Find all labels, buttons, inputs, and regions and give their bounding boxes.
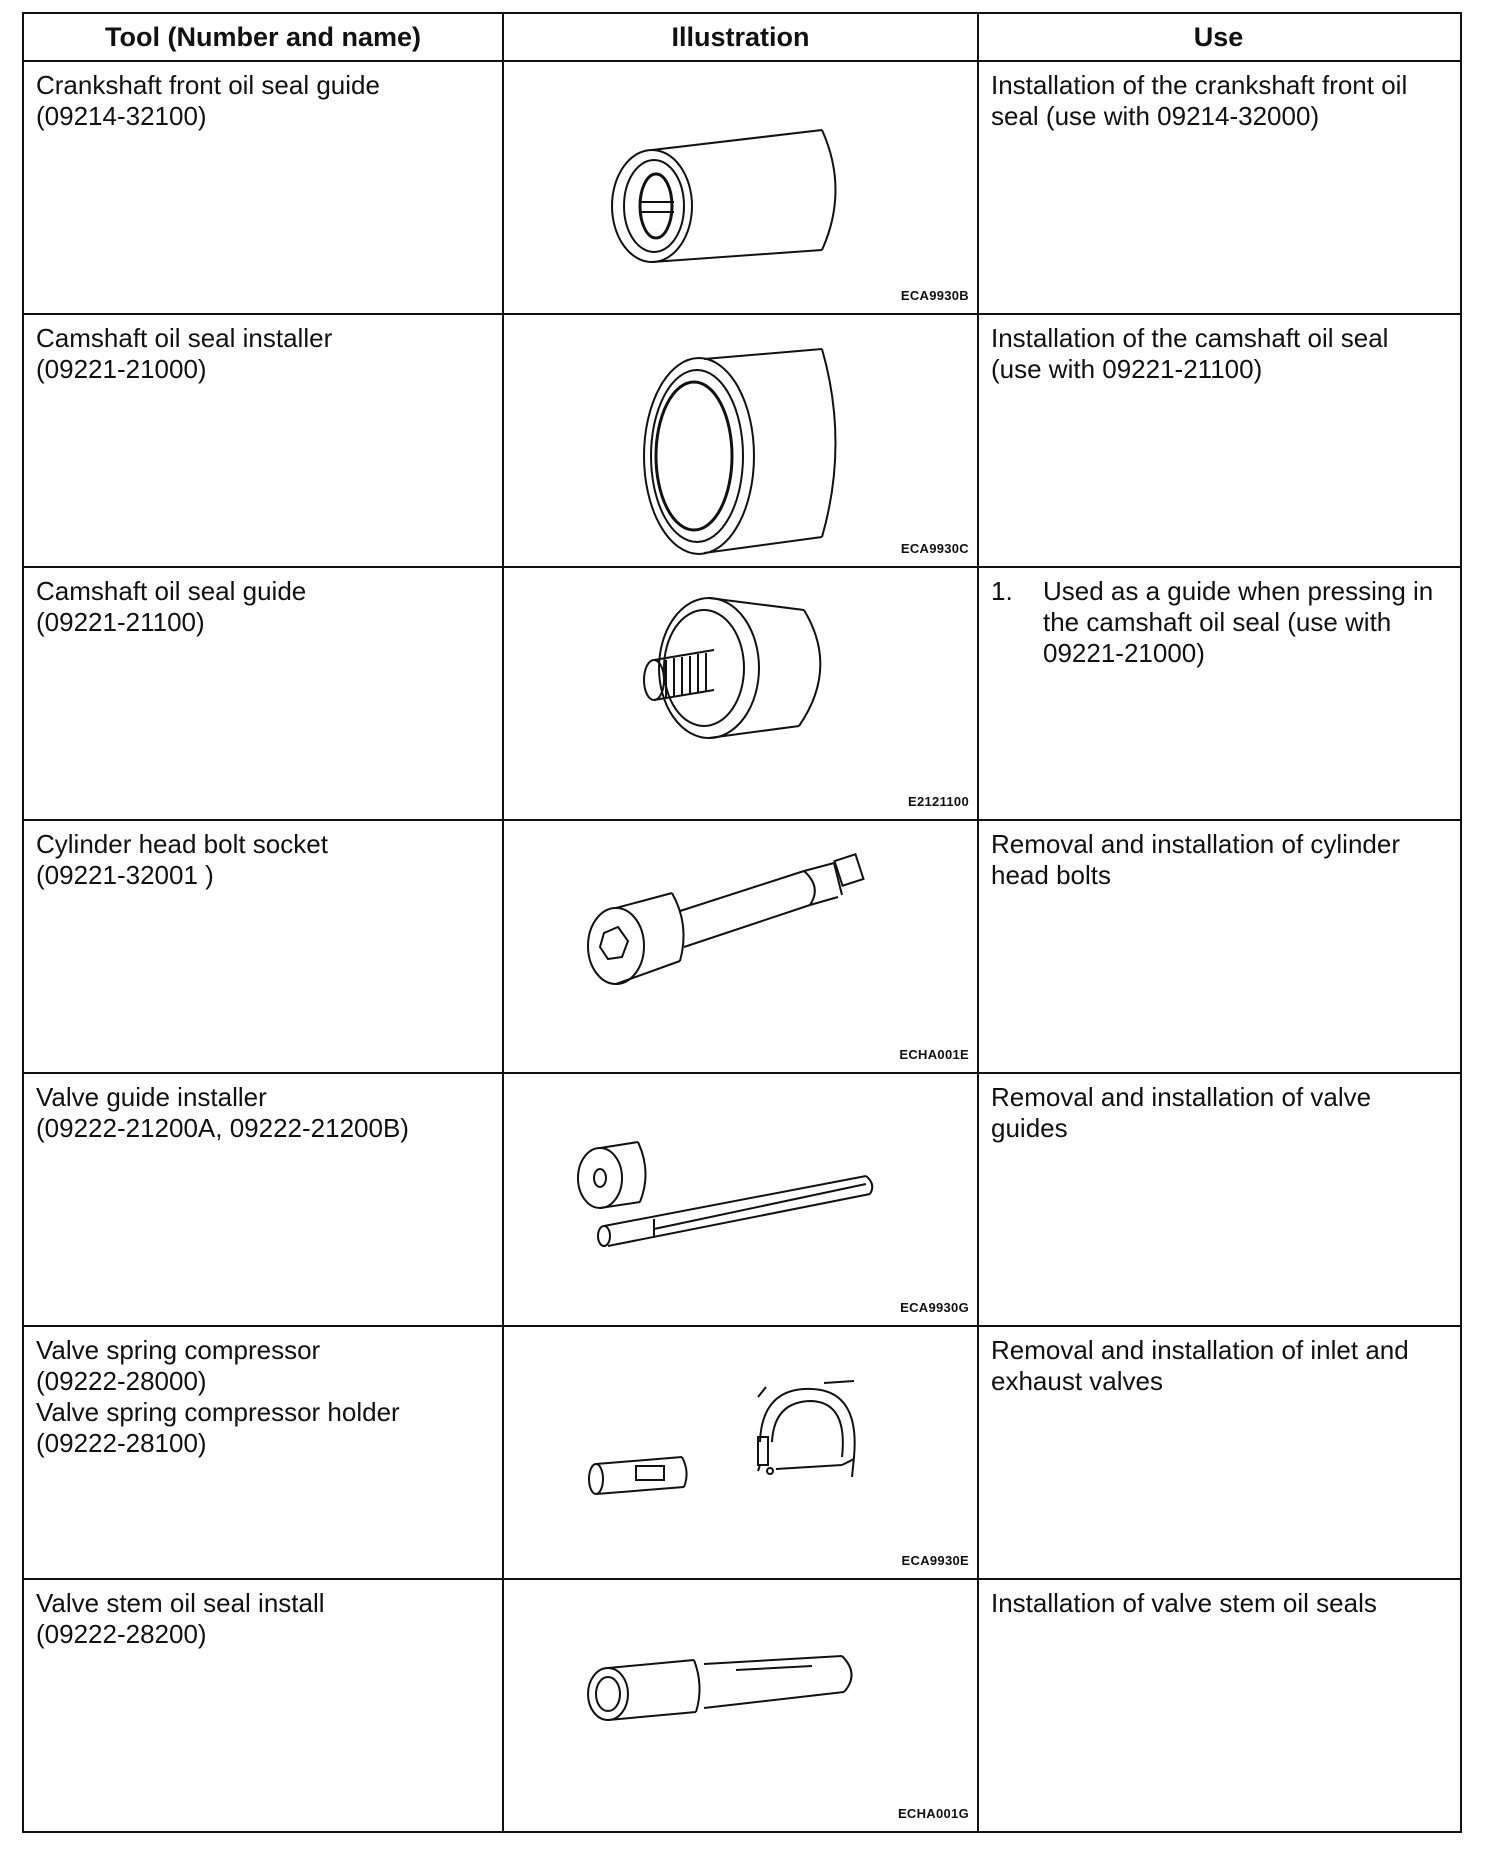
illustration-code: ECA9930B — [900, 288, 969, 303]
illustration-cell — [502, 62, 977, 313]
tool-cell — [24, 1580, 502, 1831]
special-tools-table — [22, 12, 1462, 1833]
camshaft-oil-seal-installer-icon — [504, 315, 979, 566]
tool-cell — [24, 1327, 502, 1578]
table-row — [24, 62, 1460, 313]
camshaft-oil-seal-guide-icon — [504, 568, 979, 819]
illustration-cell — [502, 568, 977, 819]
table-row — [24, 566, 1460, 819]
use-item-text: Used as a guide when pressing in the camshaft oil seal (use with 09221-21000) — [1043, 576, 1434, 668]
tool-cell — [24, 568, 502, 819]
use-cell: Removal and installation of inlet and exhaust valves — [977, 1327, 1458, 1578]
use-cell: Removal and installation of cylinder head bolts — [977, 821, 1458, 1072]
cylinder-head-bolt-socket-icon — [504, 821, 979, 1072]
illustration-code: ECHA001E — [899, 1047, 969, 1062]
table-row — [24, 1325, 1460, 1578]
illustration-cell — [502, 1327, 977, 1578]
use-cell: Installation of the crankshaft front oil seal (use with 09214-32000) — [977, 62, 1458, 313]
use-cell — [977, 568, 1458, 819]
valve-spring-compressor-icon — [504, 1327, 979, 1578]
tool-number: (09222-28200) — [36, 1619, 207, 1649]
use-cell: Installation of valve stem oil seals — [977, 1580, 1458, 1831]
tool-name: Valve spring compressor holder — [36, 1397, 400, 1427]
tool-number: (09221-21000) — [36, 354, 207, 384]
tool-number: (09214-32100) — [36, 101, 207, 131]
valve-stem-oil-seal-installer-icon — [504, 1580, 979, 1831]
tool-cell — [24, 821, 502, 1072]
tool-name: Valve guide installer — [36, 1082, 267, 1112]
tool-number: (09222-28000) — [36, 1366, 207, 1396]
illustration-code: ECA9930G — [900, 1300, 969, 1315]
tool-number: (09221-32001 ) — [36, 860, 214, 890]
crankshaft-oil-seal-guide-icon — [504, 62, 979, 313]
use-item-number: 1. — [991, 576, 1013, 606]
tool-cell — [24, 62, 502, 313]
table-row — [24, 1578, 1460, 1831]
table-row — [24, 313, 1460, 566]
tool-number: (09221-21100) — [36, 607, 205, 637]
tool-name: Camshaft oil seal installer — [36, 323, 333, 353]
tool-number: (09222-21200A, 09222-21200B) — [36, 1113, 409, 1143]
illustration-code: ECA9930C — [900, 541, 969, 556]
tool-cell — [24, 1074, 502, 1325]
illustration-code: ECHA001G — [897, 1806, 969, 1821]
illustration-cell — [502, 1580, 977, 1831]
valve-guide-installer-icon — [504, 1074, 979, 1325]
tool-name: Cylinder head bolt socket — [36, 829, 328, 859]
tool-name: Valve stem oil seal install — [36, 1588, 325, 1618]
table-row — [24, 819, 1460, 1072]
tool-name: Valve spring compressor — [36, 1335, 321, 1365]
illustration-code: E2121100 — [908, 794, 969, 809]
tool-name: Crankshaft front oil seal guide — [36, 70, 380, 100]
use-cell: Installation of the camshaft oil seal (use with 09221-21100) — [977, 315, 1458, 566]
header-illustration: Illustration — [502, 14, 977, 60]
tool-name: Camshaft oil seal guide — [36, 576, 307, 606]
tool-number: (09222-28100) — [36, 1428, 207, 1458]
illustration-cell — [502, 1074, 977, 1325]
illustration-code: ECA9930E — [901, 1553, 969, 1568]
illustration-cell — [502, 821, 977, 1072]
illustration-cell — [502, 315, 977, 566]
table-header — [24, 14, 1460, 62]
header-use: Use — [977, 14, 1458, 60]
use-cell: Removal and installation of valve guides — [977, 1074, 1458, 1325]
tool-cell — [24, 315, 502, 566]
table-row — [24, 1072, 1460, 1325]
header-tool: Tool (Number and name) — [104, 22, 421, 52]
